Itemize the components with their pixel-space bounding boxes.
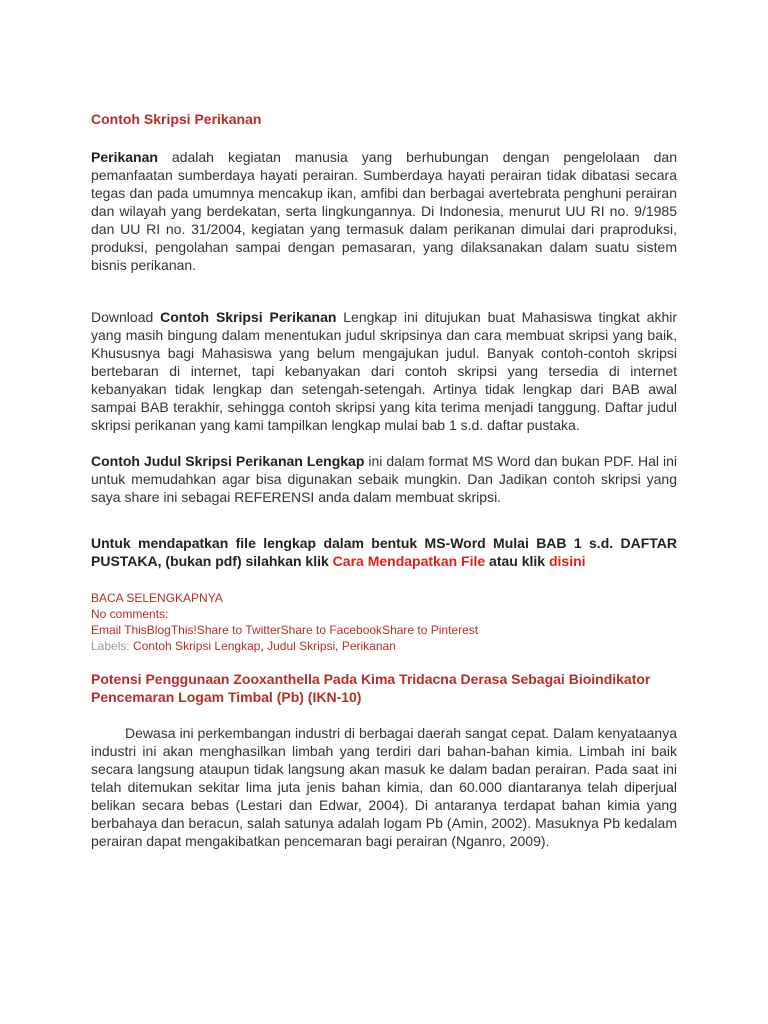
paragraph-text: atau klik [485, 553, 549, 569]
get-file-link[interactable]: Cara Mendapatkan File [332, 553, 486, 569]
share-facebook-link[interactable]: Share to Facebook [280, 623, 383, 637]
blog-content [91, 110, 677, 850]
labels-row [91, 638, 677, 654]
post-title[interactable]: Potensi Penggunaan Zooxanthella Pada Kima Tridacna Derasa Sebagai Bioindikator Pencemaran Logam Timbal (Pb) (IKN-10) [91, 671, 651, 705]
read-more-link[interactable]: BACA SELENGKAPNYA [91, 591, 223, 605]
post-title[interactable]: Contoh Skripsi Perikanan [91, 111, 262, 127]
label-separator: , [335, 639, 342, 653]
bold-term: Contoh Skripsi Perikanan [160, 309, 337, 325]
format-paragraph [91, 452, 677, 506]
paragraph-text: Untuk mendapatkan file lengkap dalam bentuk MS-Word Mulai BAB 1 s.d. DAFTAR PUSTAKA, (bukan pdf) silahkan klik [91, 535, 677, 569]
share-blogthis-link[interactable]: BlogThis! [146, 623, 197, 637]
read-more-row [91, 590, 677, 606]
share-email-link[interactable]: Email This [91, 623, 147, 637]
bold-term: Perikanan [91, 149, 158, 165]
bold-term: Contoh Judul Skripsi Perikanan Lengkap [91, 453, 365, 469]
label-link[interactable]: Judul Skripsi [267, 639, 336, 653]
body-paragraph: Dewasa ini perkembangan industri di berbagai daerah sangat cepat. Dalam kenyataanya industri ini akan menghasilkan limbah yang terdiri dari bahan-bahan kimia. Limbah ini baik secara langsung ataupun tidak langsung akan masuk ke dalam badan perairan. Pada saat ini telah ditemukan sekitar lima juta jenis bahan kimia, dan 60.000 diantaranya telah diperjual belikan secara bebas (Lestari dan Edwar, 2004). Di antaranya terdapat bahan kimia yang berbahaya dan beracun, salah satunya adalah logam Pb (Amin, 2002). Masuknya Pb kedalam perairan dapat mengakibatkan pencemaran bagi perairan (Nganro, 2009). [91, 725, 677, 849]
label-link[interactable]: Contoh Skripsi Lengkap [133, 639, 261, 653]
here-link[interactable]: disini [548, 553, 586, 569]
share-pinterest-link[interactable]: Share to Pinterest [382, 623, 479, 637]
label-separator: , [260, 639, 268, 653]
paragraph-text: Lengkap ini ditujukan buat Mahasiswa tingkat akhir yang masih bingung dalam menentukan judul skripsinya dan cara membuat skripsi yang baik, Khususnya bagi Mahasiswa yang belum mengajukan judul. Banyak contoh-contoh skripsi bertebaran di internet, tapi kebanyakan dari contoh skripsi yang tersedia di internet kebanyakan tidak lengkap dan setengah-setengah. Artinya tidak lengkap dari BAB awal sampai BAB terakhir, sehingga contoh skripsi yang kita terima menjadi tanggung. Daftar judul skripsi perikanan yang kami tampilkan lengkap mulai bab 1 s.d. daftar pustaka. [91, 309, 677, 433]
paragraph-text: adalah kegiatan manusia yang berhubungan dengan pengelolaan dan pemanfaatan sumberdaya hayati perairan. Sumberdaya hayati perairan tidak dibatasi secara tegas dan pada umumnya mencakup ikan, amfibi dan berbagai avertebrata penghuni perairan dan wilayah yang berdekatan, serta lingkungannya. Di Indonesia, menurut UU RI no. 9/1985 dan UU RI no. 31/2004, kegiatan yang termasuk dalam perikanan dimulai dari praproduksi, produksi, pengolahan sampai dengan pemasaran, yang dilaksanakan dalam suatu sistem bisnis perikanan. [91, 149, 677, 273]
intro-paragraph [91, 148, 677, 274]
get-file-paragraph [91, 534, 677, 570]
labels-caption: Labels: [91, 639, 134, 653]
label-link[interactable]: Perikanan [341, 639, 396, 653]
share-twitter-link[interactable]: Share to Twitter [196, 623, 281, 637]
paragraph-text: ini dalam format MS Word dan bukan PDF. Hal ini untuk memudahkan agar bisa digunakan sebaik mungkin. Dan Jadikan contoh skripsi yang saya share ini sebagai REFERENSI anda dalam membuat skripsi. [91, 453, 677, 505]
share-row [91, 622, 677, 638]
comments-row [91, 606, 677, 622]
comments-link[interactable]: No comments: [91, 607, 169, 621]
paragraph-lead: Download [91, 309, 161, 325]
download-paragraph [91, 308, 677, 434]
